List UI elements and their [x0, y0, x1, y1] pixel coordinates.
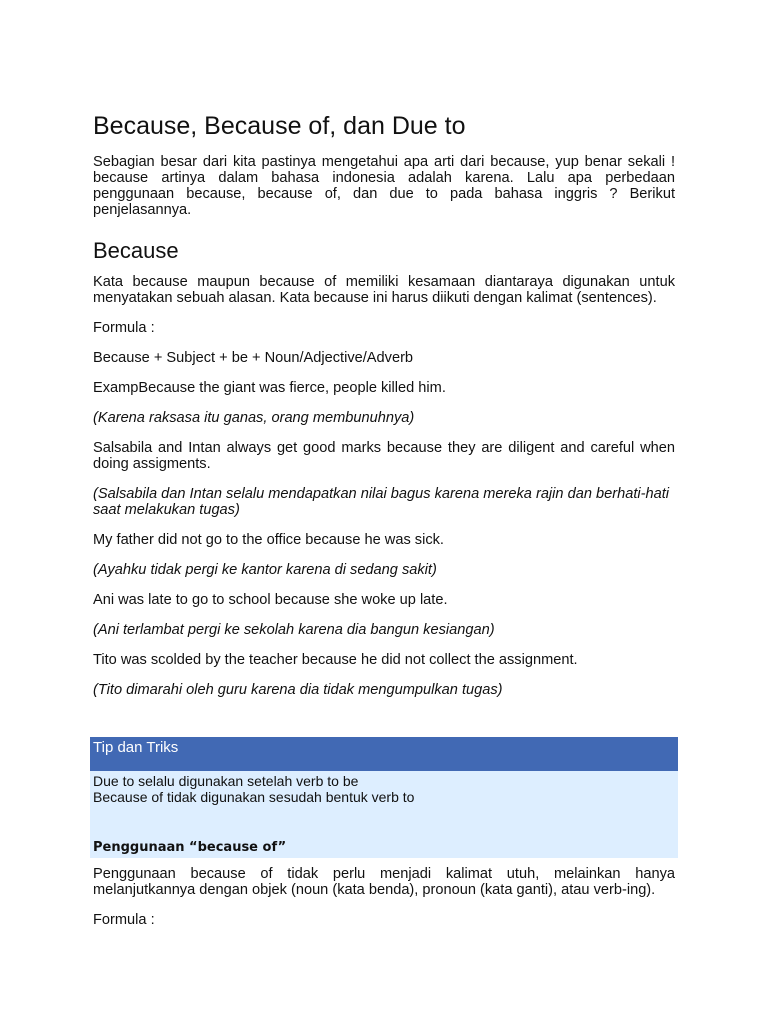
formula-label-2: Formula : [93, 912, 155, 928]
intro-paragraph: Sebagian besar dari kita pastinya mengetahui apa arti dari because, yup benar sekali ! because artinya dalam bahasa indonesia adalah karena. Lalu apa perbedaan penggunaan because, because of, dan due to pada bahasa inggris ? Berikut penjelasannya. [93, 154, 675, 218]
section-heading-because: Because [93, 238, 179, 263]
formula-label: Formula : [93, 320, 155, 336]
tip-box-body [90, 771, 678, 858]
example-id-1: (Karena raksasa itu ganas, orang membunuhnya) [93, 410, 415, 426]
because-of-description: Penggunaan because of tidak perlu menjadi kalimat utuh, melainkan hanya melanjutkannya dengan objek (noun (kata benda), pronoun (kata ganti), atau verb-ing). [93, 866, 675, 898]
example-en-5: Tito was scolded by the teacher because he did not collect the assignment. [93, 652, 578, 668]
example-en-2: Salsabila and Intan always get good marks because they are diligent and careful when doing assigments. [93, 440, 675, 472]
page-title: Because, Because of, dan Due to [93, 112, 466, 140]
example-en-1: ExampBecause the giant was fierce, people killed him. [93, 380, 446, 396]
example-en-4: Ani was late to go to school because she woke up late. [93, 592, 448, 608]
example-id-5: (Tito dimarahi oleh guru karena dia tidak mengumpulkan tugas) [93, 682, 503, 698]
tip-line: Due to selalu digunakan setelah verb to be [93, 773, 359, 789]
document-content [93, 110, 675, 928]
tip-box [90, 737, 678, 858]
example-id-2: (Salsabila dan Intan selalu mendapatkan nilai bagus karena mereka rajin dan berhati-hati saat melakukan tugas) [93, 486, 670, 518]
example-id-4: (Ani terlambat pergi ke sekolah karena dia bangun kesiangan) [93, 622, 495, 638]
example-en-3: My father did not go to the office because he was sick. [93, 532, 444, 548]
example-id-3: (Ayahku tidak pergi ke kantor karena di sedang sakit) [93, 562, 437, 578]
section-heading-because-of: Penggunaan “because of” [93, 840, 287, 855]
formula-text: Because + Subject + be + Noun/Adjective/Adverb [93, 350, 414, 366]
tip-line: Because of tidak digunakan sesudah bentuk verb to [93, 789, 415, 805]
tip-box-header: Tip dan Triks [90, 737, 678, 771]
because-description: Kata because maupun because of memiliki kesamaan diantaraya digunakan untuk menyatakan sebuah alasan. Kata because ini harus diikuti dengan kalimat (sentences). [93, 274, 675, 306]
